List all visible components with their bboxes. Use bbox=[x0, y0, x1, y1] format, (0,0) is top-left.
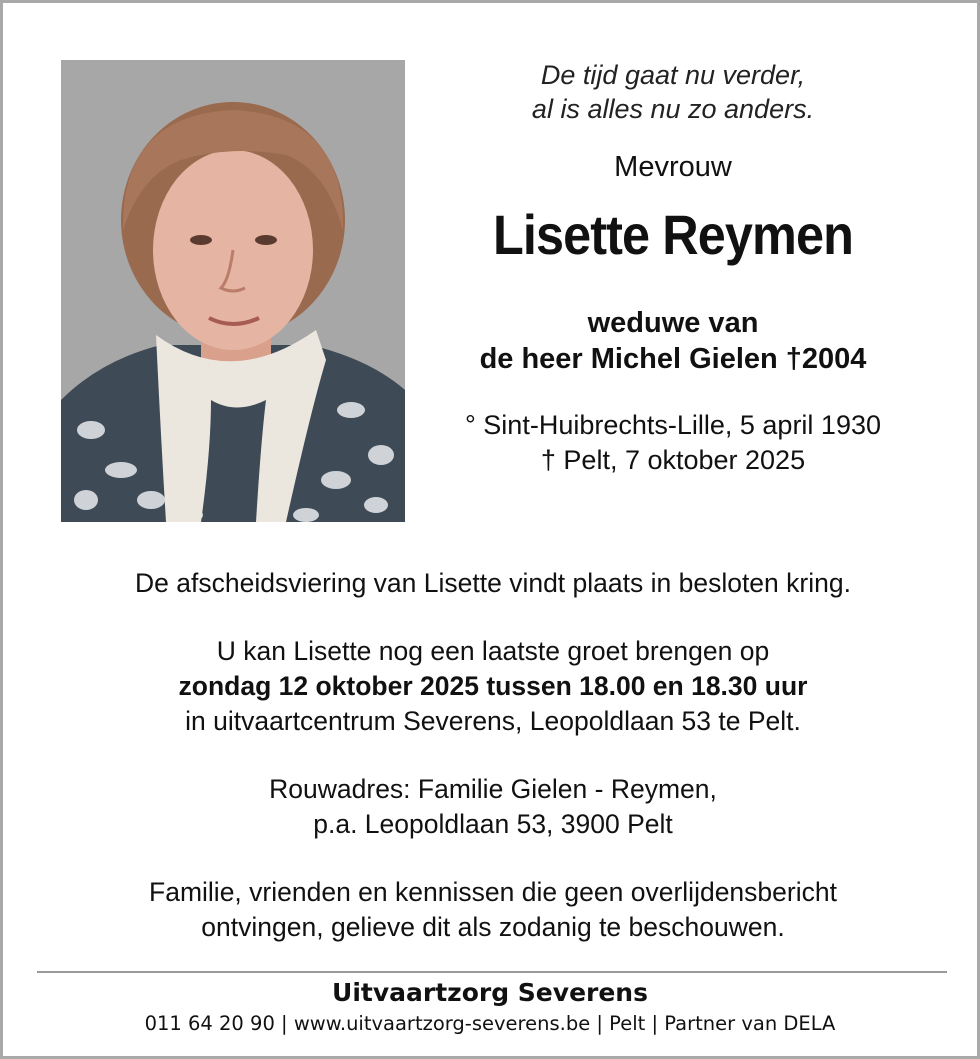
widow-of bbox=[425, 305, 921, 377]
deceased-name: Lisette Reymen bbox=[493, 203, 853, 266]
announcement-body bbox=[23, 566, 963, 978]
mourning-address bbox=[23, 772, 963, 842]
death-date: † Pelt, 7 oktober 2025 bbox=[540, 445, 806, 475]
address-line-2: p.a. Leopoldlaan 53, 3900 Pelt bbox=[313, 809, 673, 839]
widow-line-2: de heer Michel Gielen †2004 bbox=[479, 343, 867, 375]
footer-divider bbox=[37, 971, 947, 973]
footer bbox=[3, 976, 977, 1038]
honorific: Mevrouw bbox=[614, 151, 732, 183]
quote-line-2: al is alles nu zo anders. bbox=[531, 94, 815, 124]
memorial-quote bbox=[425, 58, 921, 126]
funeral-home-contact: 011 64 20 90 | www.uitvaartzorg-severens.be | Pelt | Partner van DELA bbox=[144, 1012, 836, 1035]
portrait-photo bbox=[61, 60, 405, 522]
visitation-location: in uitvaartcentrum Severens, Leopoldlaan 53 te Pelt. bbox=[185, 706, 801, 736]
notice-statement bbox=[23, 875, 963, 945]
ceremony-notice: De afscheidsviering van Lisette vindt plaats in besloten kring. bbox=[135, 568, 851, 598]
notice-line-1: Familie, vrienden en kennissen die geen overlijdensbericht bbox=[149, 877, 837, 907]
visitation-info bbox=[23, 634, 963, 739]
funeral-home-name: Uitvaartzorg Severens bbox=[332, 978, 648, 1007]
life-dates bbox=[425, 408, 921, 478]
portrait-illustration bbox=[61, 60, 405, 522]
header-block bbox=[425, 58, 921, 478]
address-line-1: Rouwadres: Familie Gielen - Reymen, bbox=[269, 774, 717, 804]
visitation-datetime: zondag 12 oktober 2025 tussen 18.00 en 18.30 uur bbox=[178, 671, 808, 701]
birth-date: ° Sint-Huibrechts-Lille, 5 april 1930 bbox=[465, 410, 881, 440]
widow-line-1: weduwe van bbox=[587, 307, 759, 339]
visitation-line-1: U kan Lisette nog een laatste groet brengen op bbox=[216, 636, 770, 666]
quote-line-1: De tijd gaat nu verder, bbox=[540, 60, 806, 90]
notice-line-2: ontvingen, gelieve dit als zodanig te beschouwen. bbox=[201, 912, 785, 942]
